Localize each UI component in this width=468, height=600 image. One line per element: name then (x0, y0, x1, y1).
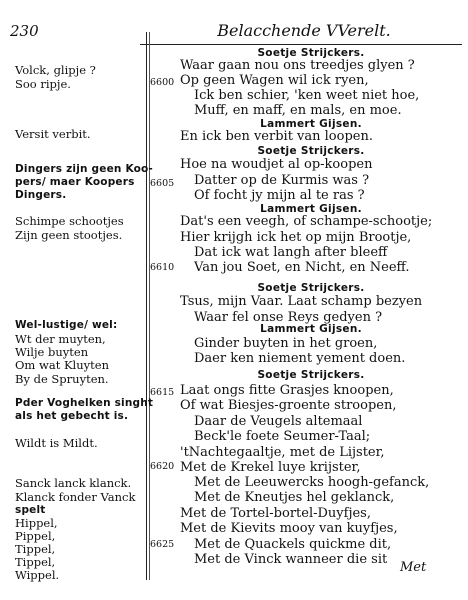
margin-note: Wt der muyten, (15, 332, 106, 346)
line-number: 6620 (150, 461, 175, 472)
catchword: Met (400, 560, 427, 575)
verse-line: Van jou Soet, en Nicht, en Neeff. (194, 260, 410, 275)
margin-note: Klanck fonder Vanck (15, 490, 136, 504)
speaker-name: Soetje Strijckers. (257, 145, 365, 157)
verse-line: Met de Vinck wanneer die sit (194, 552, 388, 567)
speaker-name: Soetje Strijckers. (257, 47, 365, 59)
margin-note: Wilje buyten (15, 345, 89, 359)
margin-note: Wippel. (15, 568, 60, 582)
margin-note: Dingers zijn geen Koo- (15, 163, 153, 175)
margin-note: Wel-lustige/ wel: (15, 319, 118, 331)
line-number: 6610 (150, 262, 175, 273)
margin-note: als het gebecht is. (15, 410, 129, 422)
verse-line: Met de Kneutjes hel geklanck, (194, 490, 395, 505)
verse-line: Dat ick wat langh after bleeff (194, 245, 388, 260)
margin-note: Dingers. (15, 189, 67, 201)
line-number: 6625 (150, 539, 175, 550)
margin-note: Wildt is Mildt. (15, 436, 98, 450)
margin-note: Pippel, (15, 529, 56, 543)
margin-note: Zijn geen stootjes. (15, 228, 123, 242)
running-head: Belacchende VVerelt. (217, 21, 391, 40)
verse-line: Ginder buyten in het groen, (194, 336, 378, 351)
verse-line: Muff, en maff, en mals, en moe. (194, 103, 402, 118)
margin-note: pers/ maer Koopers (15, 176, 135, 188)
verse-line: Waar gaan nou ons treedjes glyen ? (180, 58, 415, 73)
speaker-name: Lammert Gijsen. (260, 203, 362, 215)
line-number: 6615 (150, 387, 175, 398)
line-number: 6605 (150, 178, 175, 189)
verse-line: Met de Kievits mooy van kuyfjes, (180, 521, 398, 536)
margin-note: Schimpe schootjes (15, 214, 124, 228)
verse-line: Op geen Wagen wil ick ryen, (180, 73, 369, 88)
page-number: 230 (10, 22, 39, 40)
verse-line: Met de Tortel-bortel-Duyfjes, (180, 506, 371, 521)
verse-line: Of focht jy mijn al te ras ? (194, 188, 365, 203)
margin-note: Pder Voghelken singht (15, 397, 154, 409)
speaker-name: Soetje Strijckers. (257, 369, 365, 381)
verse-line: Met de Leeuwercks hoogh-gefanck, (194, 475, 430, 490)
verse-line: Met de Krekel luye krijster, (180, 460, 361, 475)
margin-note: Tippel, (15, 555, 56, 569)
line-number: 6600 (150, 77, 175, 88)
margin-note: Volck, glipje ? (15, 63, 96, 77)
verse-line: Tsus, mijn Vaar. Laat schamp bezyen (180, 294, 423, 309)
margin-note: Om wat Kluyten (15, 358, 109, 372)
verse-line: Of wat Biesjes-groente stroopen, (180, 398, 397, 413)
verse-line: Ick ben schier, 'ken weet niet hoe, (194, 88, 420, 103)
verse-line: En ick ben verbit van loopen. (180, 129, 373, 144)
column-divider (146, 32, 147, 580)
margin-note: By de Spruyten. (15, 372, 109, 386)
margin-note: Hippel, (15, 516, 58, 530)
verse-line: Hier krijgh ick het op mijn Brootje, (180, 230, 412, 245)
column-divider-inner (149, 32, 150, 580)
verse-line: 'tNachtegaaltje, met de Lijster, (180, 445, 385, 460)
verse-line: Daar de Veugels altemaal (194, 414, 363, 429)
verse-line: Hoe na woudjet al op-koopen (180, 157, 373, 172)
verse-line: Datter op de Kurmis was ? (194, 173, 370, 188)
verse-line: Dat's een veegh, of schampe-schootje; (180, 214, 433, 229)
verse-line: Met de Quackels quickme dit, (194, 537, 392, 552)
margin-note: Versit verbit. (15, 127, 91, 141)
margin-note: Sanck lanck klanck. (15, 476, 132, 490)
header-rule (140, 44, 462, 45)
verse-line: Laat ongs fitte Grasjes knoopen, (180, 383, 394, 398)
verse-line: Beck'le foete Seumer-Taal; (194, 429, 371, 444)
margin-note: Soo ripje. (15, 77, 71, 91)
margin-note: spelt (15, 504, 46, 516)
speaker-name: Soetje Strijckers. (257, 282, 365, 294)
speaker-name: Lammert Gijsen. (260, 323, 362, 335)
speaker-name: Lammert Gijsen. (260, 118, 362, 130)
verse-line: Daer ken niement yement doen. (194, 351, 406, 366)
margin-note: Tippel, (15, 542, 56, 556)
verse-line: Waar fel onse Reys gedyen ? (194, 310, 383, 325)
